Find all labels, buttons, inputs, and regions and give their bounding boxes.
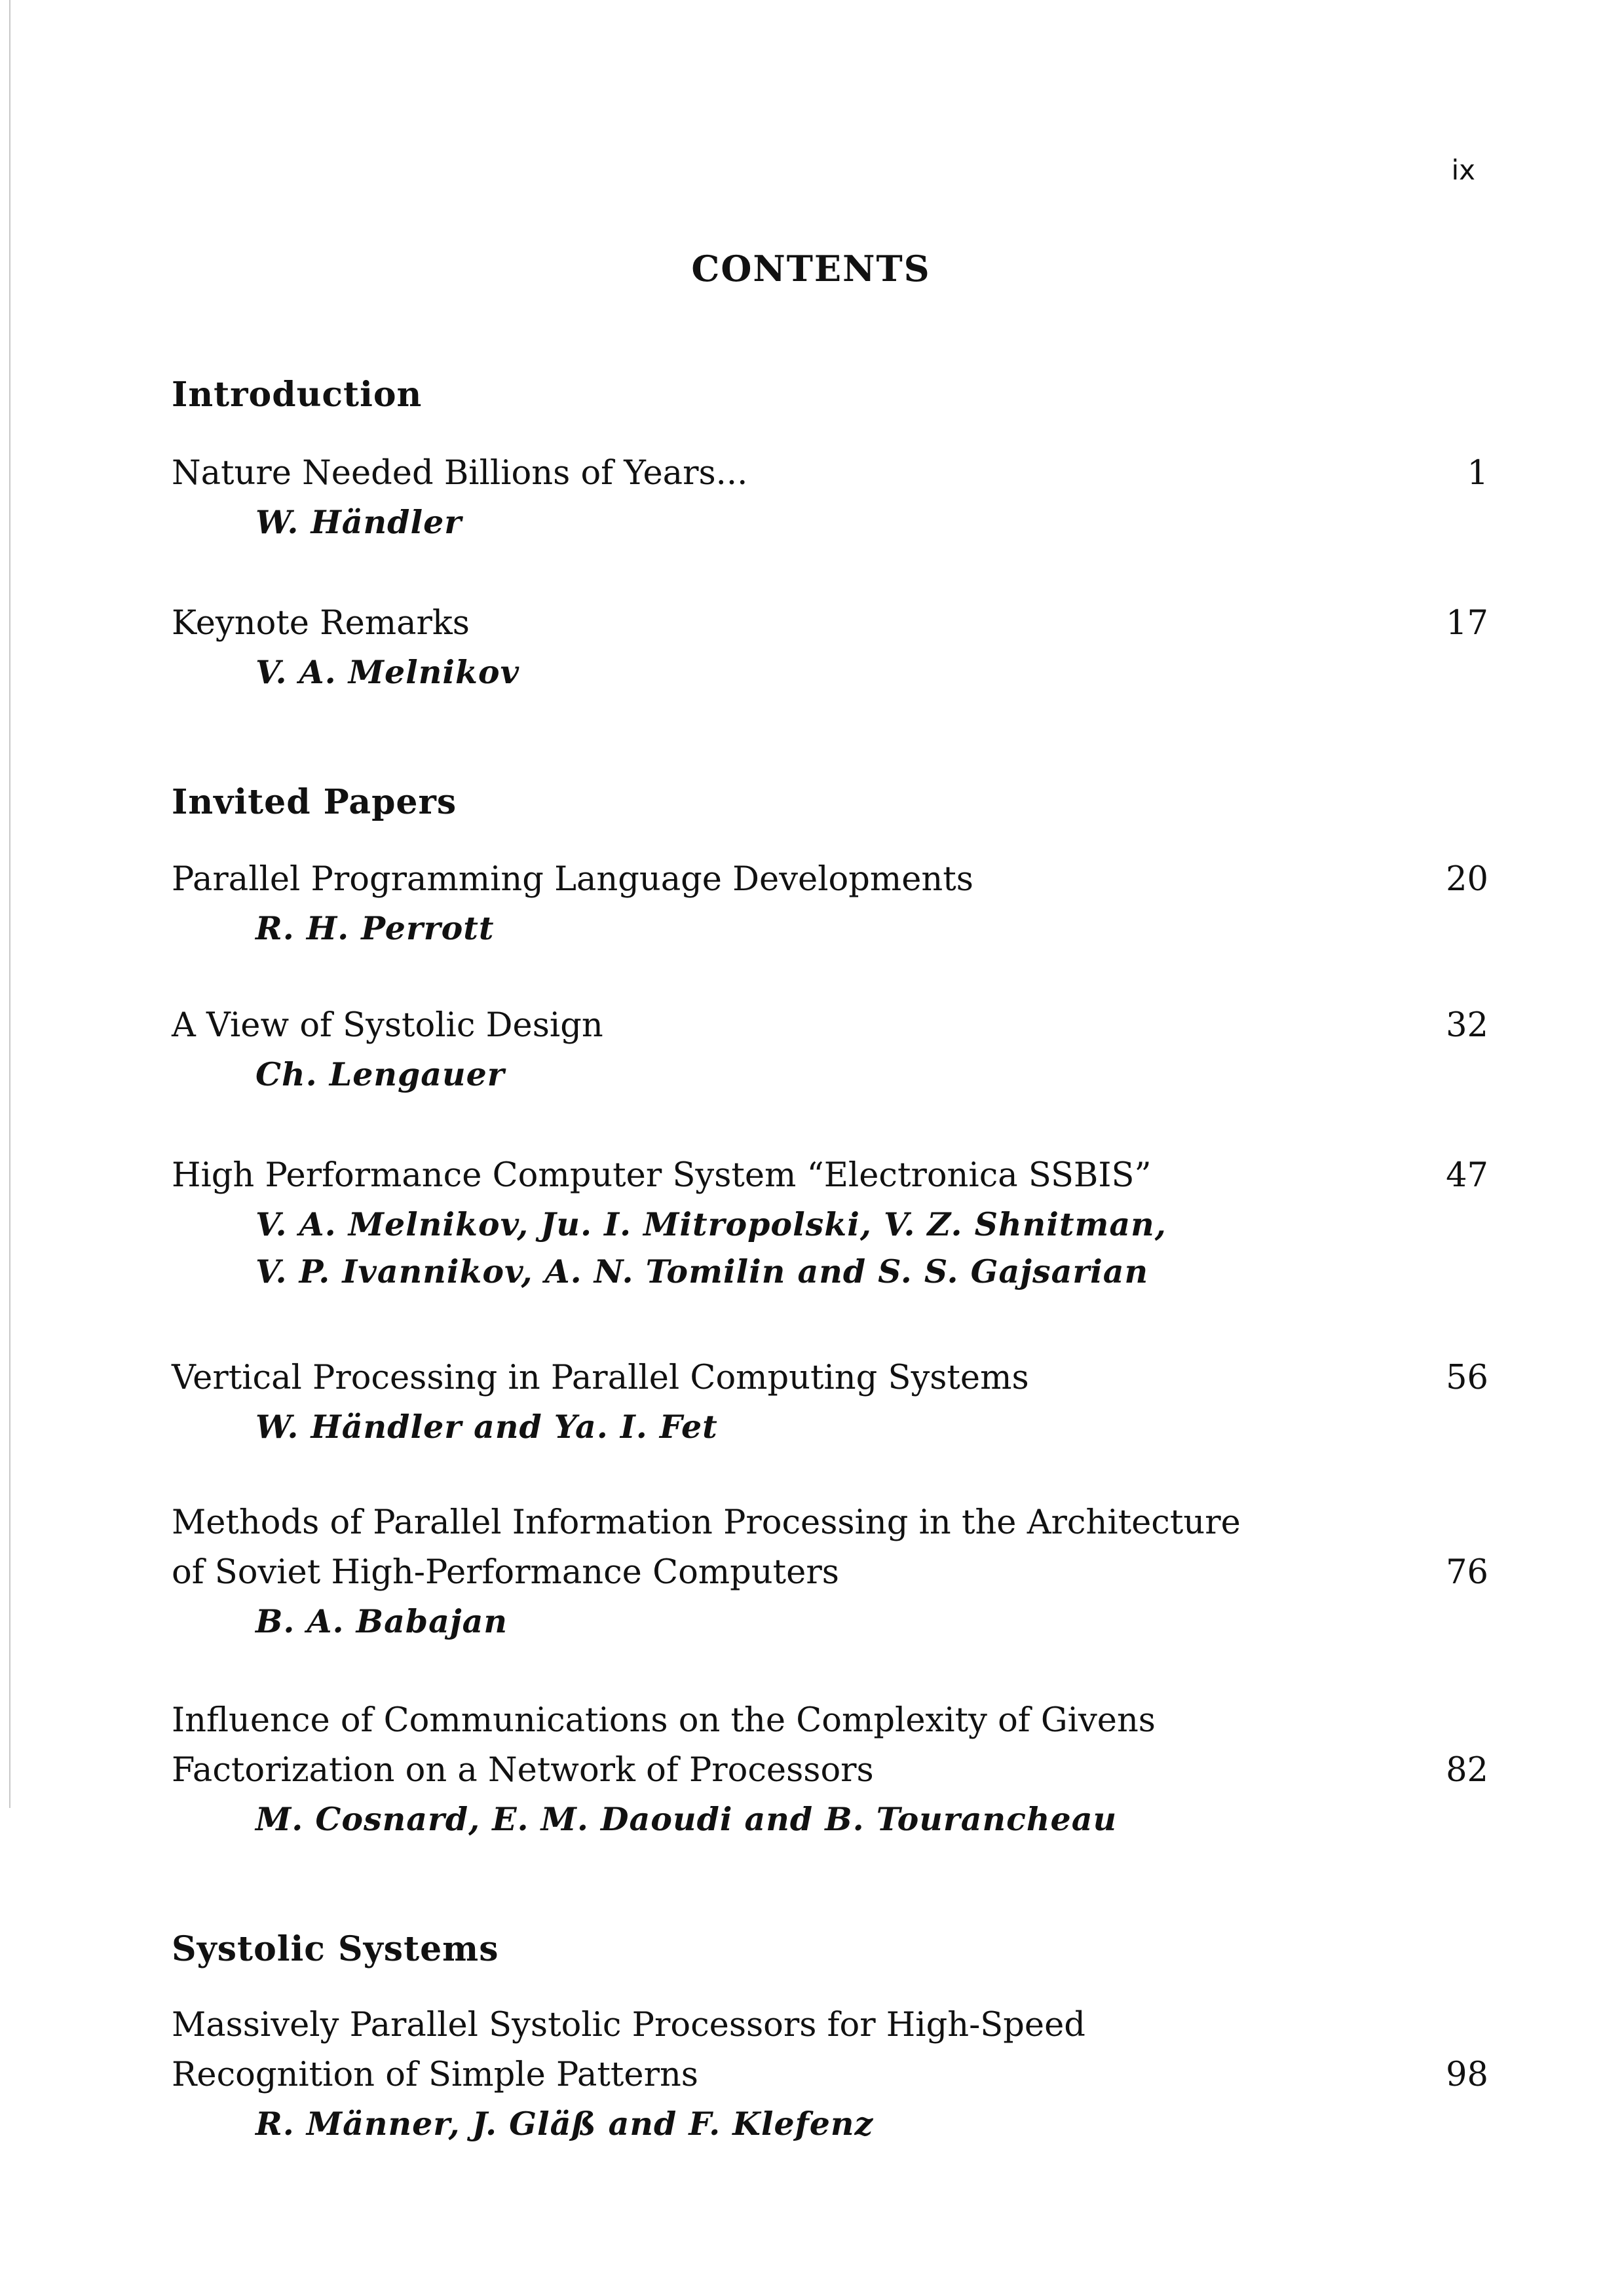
entry-title: Factorization on a Network of Processors — [172, 1751, 874, 1790]
entry-title: Methods of Parallel Information Processing in the Architecture — [172, 1503, 1241, 1542]
entry-authors: V. A. Melnikov, Ju. I. Mitropolski, V. Z. Shnitman, — [255, 1205, 1167, 1243]
toc-entry[interactable] — [172, 855, 1488, 952]
section-heading-systolic-systems: Systolic Systems — [172, 1929, 499, 1969]
entry-title: Keynote Remarks — [172, 604, 470, 643]
section-heading-invited-papers: Invited Papers — [172, 782, 457, 822]
entry-authors: B. A. Babajan — [255, 1602, 508, 1640]
entry-authors: Ch. Lengauer — [255, 1055, 505, 1093]
toc-entry[interactable] — [172, 1001, 1488, 1098]
entry-page-number: 76 — [1446, 1553, 1488, 1592]
entry-page-number: 20 — [1446, 860, 1488, 899]
entry-title: Influence of Communications on the Complexity of Givens — [172, 1701, 1156, 1740]
entry-page-number: 1 — [1467, 454, 1488, 493]
entry-page-number: 17 — [1446, 604, 1488, 643]
entry-page-number: 82 — [1446, 1751, 1488, 1790]
entry-title: Nature Needed Billions of Years... — [172, 454, 748, 493]
entry-authors: R. H. Perrott — [255, 909, 495, 947]
entry-authors: M. Cosnard, E. M. Daoudi and B. Tourancheau — [255, 1800, 1118, 1838]
entry-title: of Soviet High-Performance Computers — [172, 1553, 839, 1592]
entry-title: Parallel Programming Language Developments — [172, 860, 973, 899]
toc-entry[interactable] — [172, 1151, 1488, 1295]
entry-title: Massively Parallel Systolic Processors for High-Speed — [172, 2006, 1085, 2044]
entry-authors: W. Händler — [255, 503, 462, 541]
toc-entry[interactable] — [172, 449, 1488, 546]
page-number: ix — [1451, 154, 1475, 186]
toc-entry[interactable] — [172, 599, 1488, 696]
contents-title: CONTENTS — [691, 248, 931, 290]
section-heading-introduction: Introduction — [172, 375, 423, 415]
entry-page-number: 32 — [1446, 1006, 1488, 1045]
entry-title: A View of Systolic Design — [172, 1006, 603, 1045]
entry-authors: R. Männer, J. Gläß and F. Klefenz — [255, 2105, 874, 2143]
entry-authors: W. Händler and Ya. I. Fet — [255, 1408, 718, 1446]
entry-authors: V. A. Melnikov — [255, 653, 520, 691]
entry-authors: V. P. Ivannikov, A. N. Tomilin and S. S. Gajsarian — [255, 1252, 1149, 1290]
entry-title: High Performance Computer System “Electronica SSBIS” — [172, 1156, 1152, 1195]
toc-entry[interactable] — [172, 1498, 1488, 1645]
entry-page-number: 98 — [1446, 2056, 1488, 2094]
entry-page-number: 56 — [1446, 1359, 1488, 1397]
toc-entry[interactable] — [172, 1696, 1488, 1843]
entry-title: Recognition of Simple Patterns — [172, 2056, 698, 2094]
toc-entry[interactable] — [172, 2001, 1488, 2147]
toc-entry[interactable] — [172, 1353, 1488, 1450]
entry-title: Vertical Processing in Parallel Computing Systems — [172, 1359, 1029, 1397]
entry-page-number: 47 — [1446, 1156, 1488, 1195]
